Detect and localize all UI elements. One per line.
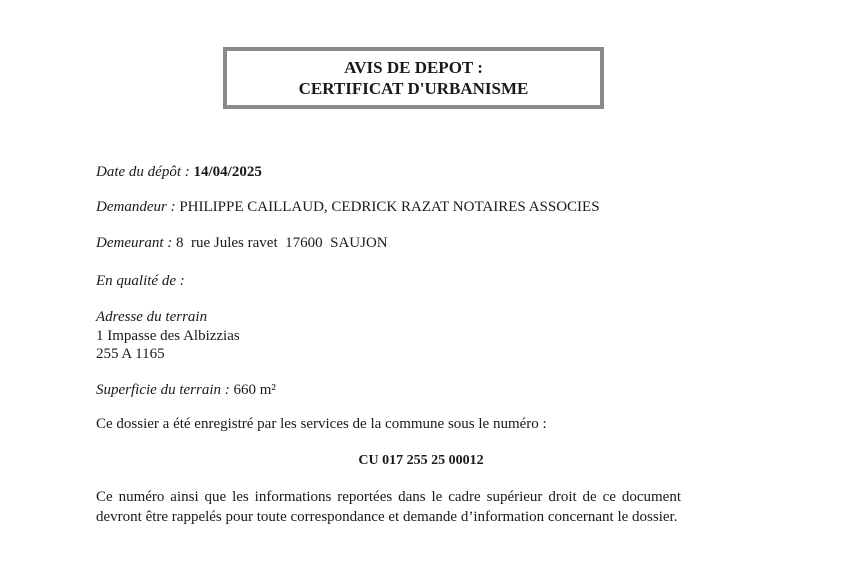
superficie-label: Superficie du terrain : — [96, 382, 234, 398]
superficie-value: 660 m² — [233, 382, 276, 398]
date-depot-row — [96, 164, 262, 181]
demandeur-row — [96, 199, 600, 216]
demeurant-row — [96, 235, 388, 252]
title-line-1: AVIS DE DEPOT : — [344, 58, 483, 77]
enregistrement-text: Ce dossier a été enregistré par les services de la commune sous le numéro : — [96, 416, 547, 432]
date-depot-label: Date du dépôt : — [96, 164, 194, 180]
date-depot-value: 14/04/2025 — [193, 164, 262, 180]
title-line-2: CERTIFICAT D'URBANISME — [298, 79, 529, 98]
adresse-terrain-label: Adresse du terrain — [96, 309, 208, 325]
adresse-terrain-line-2: 255 A 1165 — [96, 346, 165, 362]
title-frame — [223, 47, 604, 109]
demeurant-value: 8 rue Jules ravet 17600 SAUJON — [175, 235, 388, 251]
dossier-numero: CU 017 255 25 00012 — [358, 453, 484, 468]
en-qualite-label: En qualité de : — [96, 273, 185, 289]
demeurant-label: Demeurant : — [96, 235, 176, 251]
en-qualite-row — [96, 273, 185, 290]
note-paragraph: Ce numéro ainsi que les informations reportées dans le cadre supérieur droit de ce document devront être rappelés pour toute correspondance et demande d’information concernant le dossier. — [96, 489, 681, 525]
adresse-terrain-line-1: 1 Impasse des Albizzias — [96, 328, 240, 344]
demandeur-value: PHILIPPE CAILLAUD, CEDRICK RAZAT NOTAIRES ASSOCIES — [179, 199, 600, 215]
superficie-row — [96, 382, 276, 399]
title-block — [227, 51, 600, 105]
demandeur-label: Demandeur : — [96, 199, 180, 215]
